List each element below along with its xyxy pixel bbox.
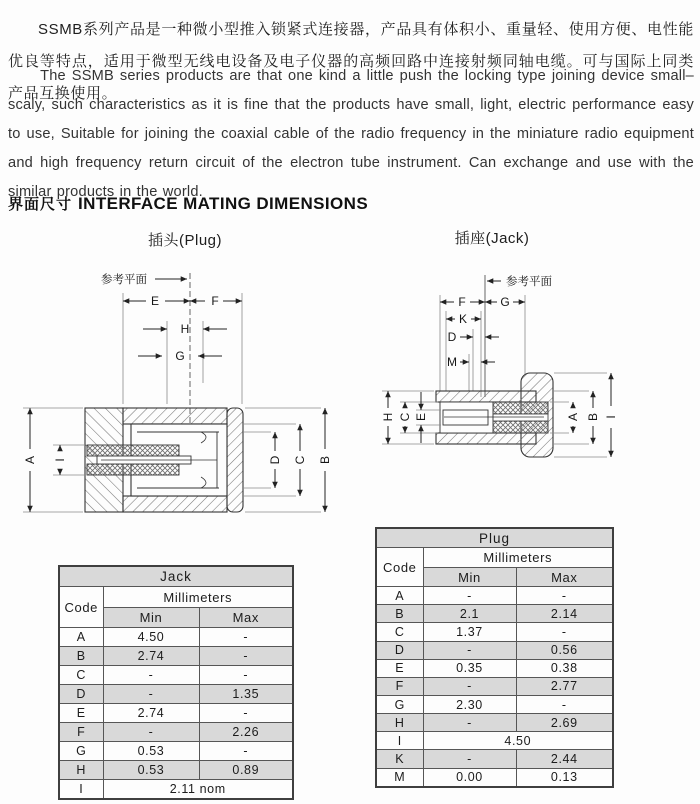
min-cell: - bbox=[423, 750, 516, 768]
code-header: Code bbox=[59, 587, 103, 628]
jack-table-title: Jack bbox=[59, 566, 293, 587]
code-cell: H bbox=[59, 760, 103, 779]
max-cell: 2.69 bbox=[516, 714, 613, 732]
max-cell: 0.56 bbox=[516, 641, 613, 659]
table-row bbox=[59, 722, 293, 741]
code-cell: D bbox=[59, 684, 103, 703]
jack-dim-K: K bbox=[458, 312, 468, 326]
min-cell: 2.1 bbox=[423, 605, 516, 623]
code-cell: M bbox=[376, 768, 423, 787]
min-cell: 0.53 bbox=[103, 760, 199, 779]
max-cell: 0.38 bbox=[516, 659, 613, 677]
table-row bbox=[376, 677, 613, 695]
code-cell: D bbox=[376, 641, 423, 659]
min-cell: - bbox=[423, 677, 516, 695]
min-cell: 0.35 bbox=[423, 659, 516, 677]
min-cell: 2.30 bbox=[423, 696, 516, 714]
plug-dim-I: I bbox=[53, 458, 67, 462]
min-cell: - bbox=[103, 665, 199, 684]
code-cell: E bbox=[59, 703, 103, 722]
min-cell: 0.00 bbox=[423, 768, 516, 787]
code-cell: G bbox=[59, 741, 103, 760]
table-row bbox=[59, 646, 293, 665]
table-row bbox=[376, 768, 613, 787]
plug-dim-A: A bbox=[23, 455, 37, 465]
max-cell: - bbox=[199, 646, 293, 665]
code-cell: C bbox=[59, 665, 103, 684]
table-row bbox=[376, 623, 613, 641]
max-cell: - bbox=[199, 627, 293, 646]
plug-dim-H: H bbox=[180, 322, 190, 336]
max-cell: 1.35 bbox=[199, 684, 293, 703]
jack-table bbox=[58, 565, 294, 800]
max-cell: 2.77 bbox=[516, 677, 613, 695]
plug-dim-F: F bbox=[211, 294, 219, 308]
code-cell: A bbox=[59, 627, 103, 646]
unit-header: Millimeters bbox=[423, 548, 613, 567]
table-row bbox=[59, 684, 293, 703]
table-row bbox=[376, 641, 613, 659]
table-header-row bbox=[59, 587, 293, 607]
plug-ref-plane-label: 参考平面 bbox=[101, 274, 147, 286]
max-cell: - bbox=[199, 703, 293, 722]
code-cell: B bbox=[376, 605, 423, 623]
max-cell: 0.13 bbox=[516, 768, 613, 787]
max-cell: - bbox=[199, 665, 293, 684]
max-cell: - bbox=[199, 741, 293, 760]
plug-dim-E: E bbox=[150, 294, 160, 308]
min-cell: - bbox=[103, 722, 199, 741]
jack-drawing-title: 插座(Jack) bbox=[454, 230, 530, 247]
plug-drawing bbox=[5, 263, 350, 555]
min-cell: 2.74 bbox=[103, 703, 199, 722]
max-cell: 2.14 bbox=[516, 605, 613, 623]
table-row bbox=[59, 665, 293, 684]
section-heading bbox=[8, 193, 368, 214]
jack-dim-E: E bbox=[414, 412, 428, 422]
min-cell: 1.37 bbox=[423, 623, 516, 641]
max-cell: 2.44 bbox=[516, 750, 613, 768]
max-header: Max bbox=[516, 567, 613, 586]
table-row bbox=[376, 587, 613, 605]
code-cell: C bbox=[376, 623, 423, 641]
jack-dim-I: I bbox=[604, 415, 618, 419]
table-row bbox=[376, 714, 613, 732]
table-title-row bbox=[59, 566, 293, 587]
min-cell: - bbox=[423, 714, 516, 732]
jack-ref-plane-label: 参考平面 bbox=[506, 276, 552, 288]
plug-table bbox=[375, 527, 614, 788]
code-cell: K bbox=[376, 750, 423, 768]
max-cell: - bbox=[516, 623, 613, 641]
code-cell: B bbox=[59, 646, 103, 665]
jack-dim-F: F bbox=[458, 295, 466, 309]
jack-body bbox=[436, 373, 553, 457]
jack-dim-M: M bbox=[447, 355, 457, 369]
section-title-en: INTERFACE MATING DIMENSIONS bbox=[78, 194, 369, 213]
min-cell: - bbox=[423, 641, 516, 659]
jack-dim-D: D bbox=[447, 330, 457, 344]
max-cell: 0.89 bbox=[199, 760, 293, 779]
code-cell: G bbox=[376, 696, 423, 714]
table-title-row bbox=[376, 528, 613, 548]
table-row bbox=[59, 741, 293, 760]
jack-drawing bbox=[378, 265, 700, 530]
plug-table-title: Plug bbox=[376, 528, 613, 548]
plug-dim-D: D bbox=[268, 455, 282, 465]
table-row bbox=[59, 627, 293, 646]
min-cell: - bbox=[103, 684, 199, 703]
section-title-zh: 界面尺寸 bbox=[8, 196, 73, 213]
table-row bbox=[376, 605, 613, 623]
table-row bbox=[59, 779, 293, 799]
code-cell: I bbox=[59, 779, 103, 799]
plug-dim-C: C bbox=[293, 455, 307, 465]
code-header: Code bbox=[376, 548, 423, 587]
table-row bbox=[59, 760, 293, 779]
table-row bbox=[59, 703, 293, 722]
intro-paragraph-zh: SSMB系列产品是一种微小型推入锁紧式连接器，产品具有体积小、重量轻、使用方便、电性能优良等特点，适用于微型无线电设备及电子仪器的高频回路中连接射频同轴电缆。可与国际上同类产品互换使用。 bbox=[8, 21, 694, 102]
jack-dim-G: G bbox=[500, 295, 510, 309]
max-cell: 2.26 bbox=[199, 722, 293, 741]
code-cell: H bbox=[376, 714, 423, 732]
min-header: Min bbox=[423, 567, 516, 586]
plug-dim-B: B bbox=[318, 455, 332, 465]
jack-dim-A: A bbox=[566, 412, 580, 422]
plug-dim-G: G bbox=[175, 349, 185, 363]
code-cell: A bbox=[376, 587, 423, 605]
min-cell: 4.50 bbox=[103, 627, 199, 646]
table-row bbox=[376, 750, 613, 768]
table-row bbox=[376, 696, 613, 714]
table-row bbox=[376, 732, 613, 750]
min-header: Min bbox=[103, 607, 199, 627]
max-cell: - bbox=[516, 587, 613, 605]
table-header-row bbox=[376, 548, 613, 567]
jack-dim-H: H bbox=[381, 412, 395, 422]
plug-drawing-title: 插头(Plug) bbox=[147, 232, 222, 249]
min-cell: 2.74 bbox=[103, 646, 199, 665]
code-cell: F bbox=[59, 722, 103, 741]
min-cell: - bbox=[423, 587, 516, 605]
max-cell: - bbox=[516, 696, 613, 714]
max-header: Max bbox=[199, 607, 293, 627]
code-cell: F bbox=[376, 677, 423, 695]
min-cell: 0.53 bbox=[103, 741, 199, 760]
code-cell: E bbox=[376, 659, 423, 677]
value-cell: 4.50 bbox=[423, 732, 613, 750]
jack-extension-lines bbox=[440, 295, 525, 397]
value-cell: 2.11 nom bbox=[103, 779, 293, 799]
jack-dim-C: C bbox=[398, 412, 412, 422]
code-cell: I bbox=[376, 732, 423, 750]
unit-header: Millimeters bbox=[103, 587, 293, 607]
plug-body bbox=[85, 408, 243, 512]
jack-dim-B: B bbox=[586, 412, 600, 422]
table-row bbox=[376, 659, 613, 677]
intro-paragraph-en: The SSMB series products are that one kind a little push the locking type joining device small– scaly, such characteristics as it is fine that the products have small, light, electric performance easy to use, Suitable for joining the coaxial cable of the radio frequency in the miniature radio equipment and high frequency return circuit of the electron tube instrument. Can exchange and use with the similar products in the world. bbox=[8, 68, 694, 200]
